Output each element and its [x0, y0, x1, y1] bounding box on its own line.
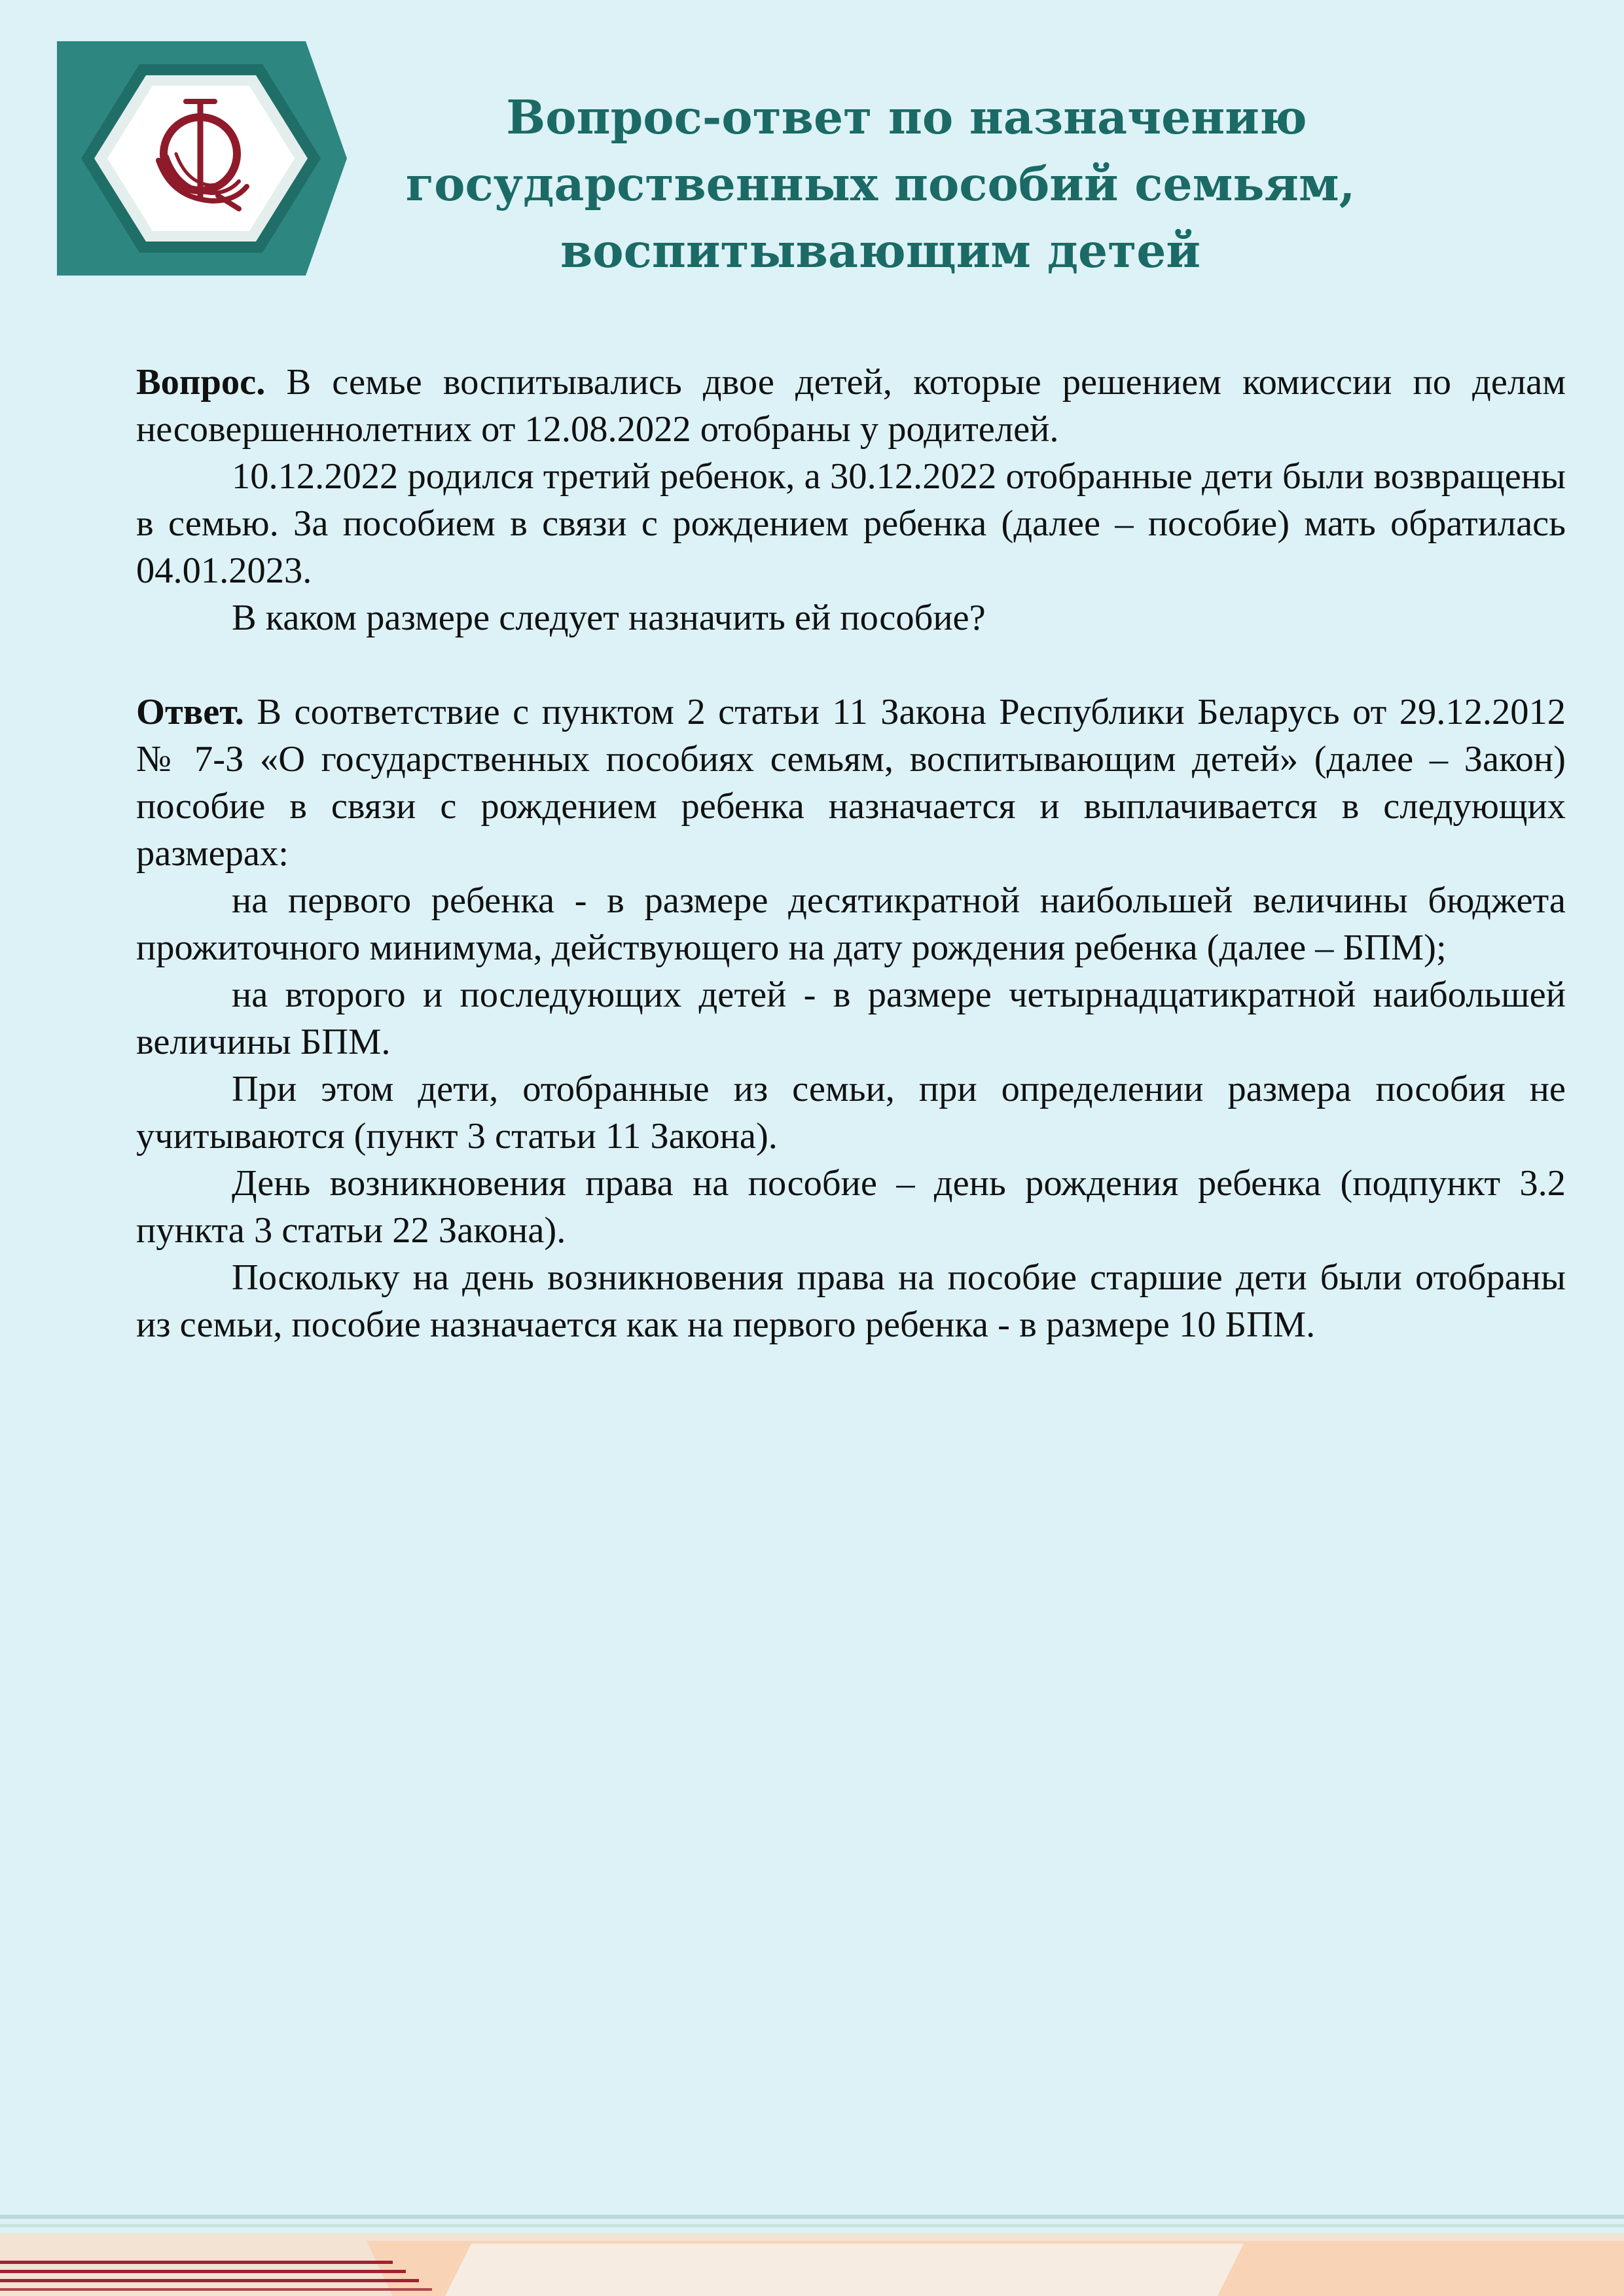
page-title — [367, 84, 1394, 284]
hexagon-emblem-icon — [57, 41, 347, 276]
question-paragraph-3: В каком размере следует назначить ей пособие? — [232, 598, 986, 638]
document-body — [136, 359, 1566, 1348]
question-text: В семье воспитывались двое детей, которые решением комиссии по делам несовершеннолетних от 12.08.2022 отобраны у родителей. — [136, 362, 1566, 450]
question-paragraph-2: 10.12.2022 родился третий ребенок, а 30.12.2022 отобранные дети были возвращены в семью. За пособием в связи с рождением ребенка (далее – пособие) мать обратилась 04.01.2023. — [136, 456, 1566, 591]
answer-paragraph-6: Поскольку на день возникновения права на пособие старшие дети были отобраны из семьи, пособие назначается как на первого ребенка - в размере 10 БПМ. — [136, 1257, 1566, 1345]
footer-decoration — [0, 2204, 1624, 2296]
answer-paragraph-2: на первого ребенка - в размере десятикратной наибольшей величины бюджета прожиточного минимума, действующего на дату рождения ребенка (далее – БПМ); — [136, 880, 1566, 968]
answer-paragraph-4: При этом дети, отобранные из семьи, при определении размера пособия не учитываются (пункт 3 статьи 11 Закона). — [136, 1069, 1566, 1157]
answer-paragraph-5: День возникновения права на пособие – день рождения ребенка (подпункт 3.2 пункта 3 статьи 22 Закона). — [136, 1163, 1566, 1251]
answer-label: Ответ. — [136, 692, 244, 732]
question-label: Вопрос. — [136, 362, 266, 403]
question-paragraph — [136, 359, 1566, 453]
title-line-3: воспитывающим детей — [560, 223, 1201, 278]
answer-paragraph-3: на второго и последующих детей - в размере четырнадцатикратной наибольшей величины БПМ. — [136, 975, 1566, 1062]
section-gap — [136, 641, 1566, 689]
answer-paragraph — [136, 689, 1566, 877]
answer-text: В соответствие с пунктом 2 статьи 11 Закона Республики Беларусь от 29.12.2012 № 7-З «О государственных пособиях семьям, воспитывающим детей» (далее – Закон) пособие в связи с рождением ребенка назначается и выплачивается в следующих размерах: — [136, 692, 1566, 874]
title-line-2: государственных пособий семьям, — [405, 156, 1356, 211]
title-line-1: Вопрос-ответ по назначению — [506, 90, 1307, 145]
